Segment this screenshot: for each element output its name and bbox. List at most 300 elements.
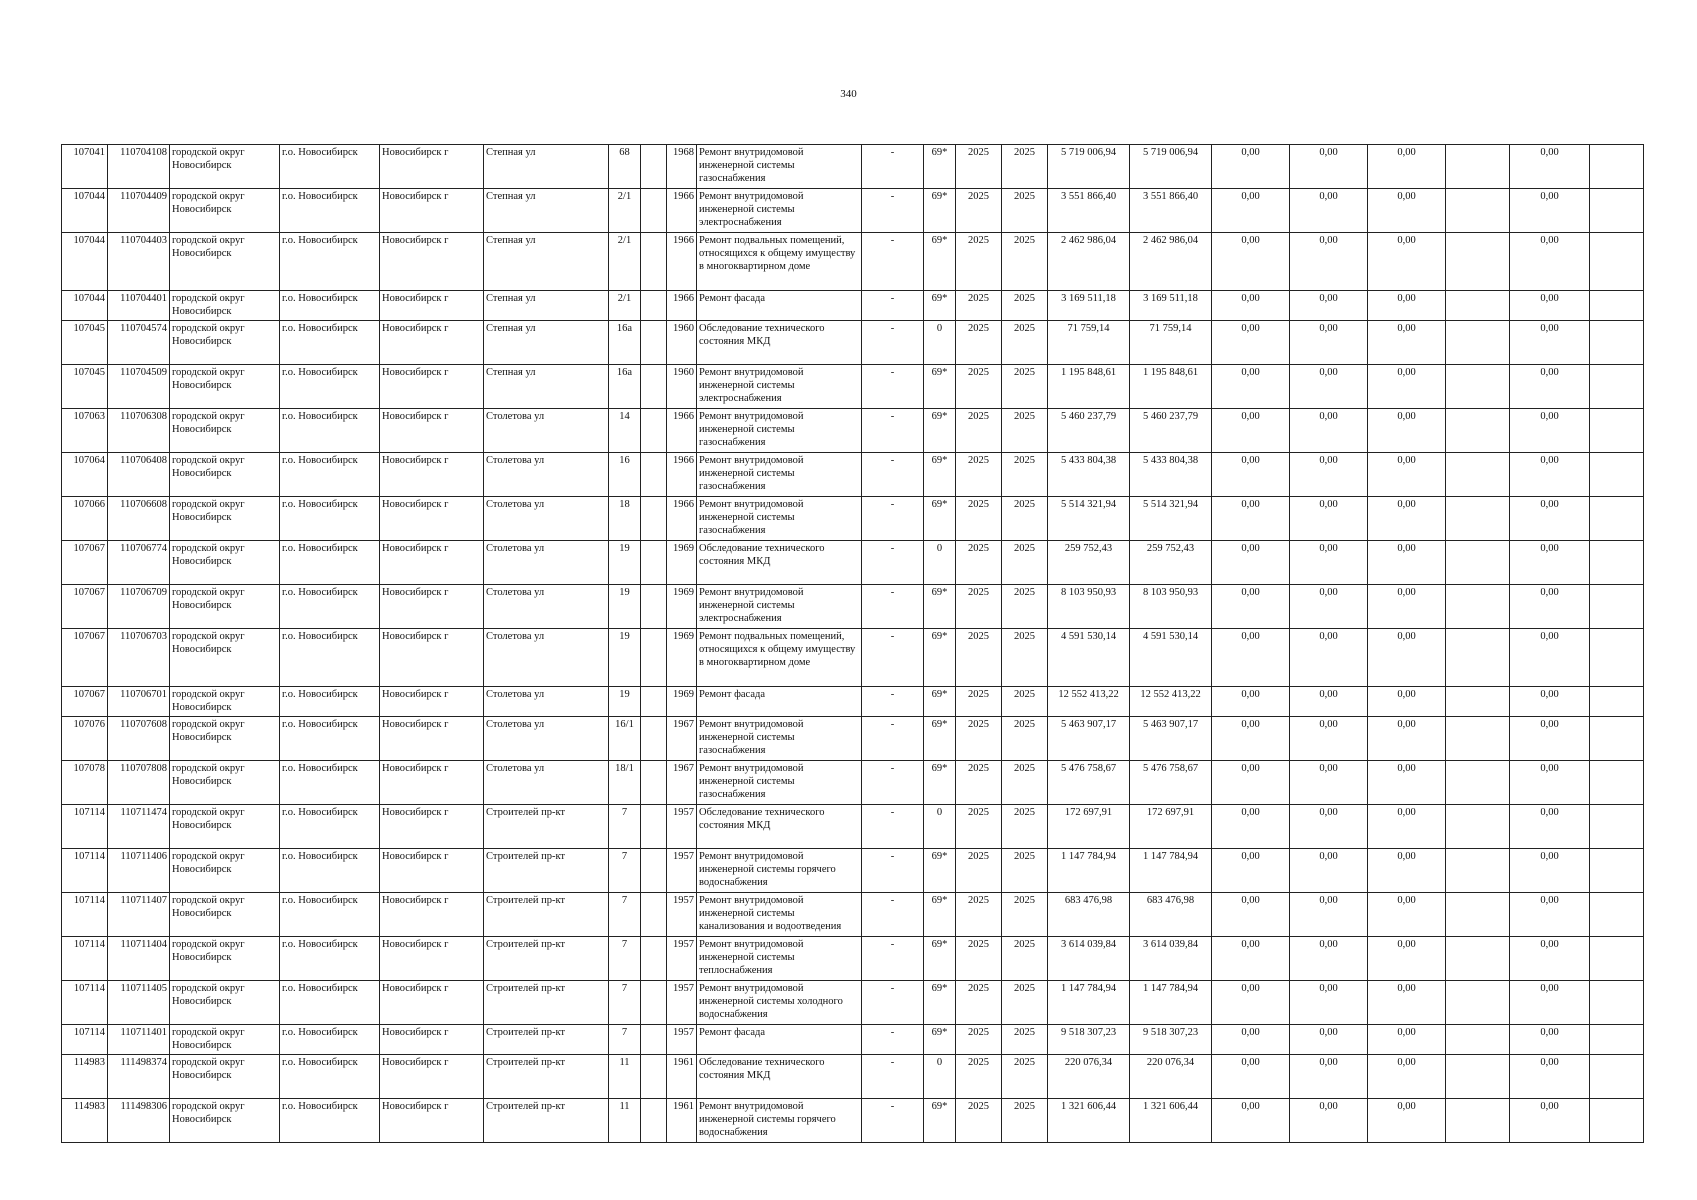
year-from-cell: 2025 [956, 893, 1002, 937]
value-2-cell: 0,00 [1290, 291, 1368, 321]
extra-cell [641, 849, 667, 893]
work-type-cell: Ремонт внутридомовой инженерной системы газоснабжения [697, 453, 862, 497]
value-2-cell: 0,00 [1290, 409, 1368, 453]
dash-cell: - [862, 981, 924, 1025]
value-6-cell [1590, 805, 1644, 849]
street-cell: Столетова ул [484, 409, 609, 453]
build-year-cell: 1961 [667, 1099, 697, 1143]
municipality-cell: г.о. Новосибирск [280, 629, 380, 687]
value-4-cell [1446, 453, 1510, 497]
extra-cell [641, 409, 667, 453]
district-cell: городской округ Новосибирск [170, 541, 280, 585]
district-cell: городской округ Новосибирск [170, 321, 280, 365]
table-row [62, 1099, 1644, 1143]
value-1-cell: 0,00 [1212, 145, 1290, 189]
value-6-cell [1590, 761, 1644, 805]
value-1-cell: 0,00 [1212, 687, 1290, 717]
extra-cell [641, 189, 667, 233]
locality-cell: Новосибирск г [380, 365, 484, 409]
work-code-cell: 110704401 [108, 291, 170, 321]
value-1-cell: 0,00 [1212, 321, 1290, 365]
work-code-cell: 110706774 [108, 541, 170, 585]
value-4-cell [1446, 893, 1510, 937]
cost-total-cell: 3 169 511,18 [1048, 291, 1130, 321]
value-4-cell [1446, 1055, 1510, 1099]
extra-cell [641, 629, 667, 687]
locality-cell: Новосибирск г [380, 145, 484, 189]
work-type-cell: Обследование технического состояния МКД [697, 1055, 862, 1099]
value-5-cell: 0,00 [1510, 717, 1590, 761]
extra-cell [641, 321, 667, 365]
build-year-cell: 1966 [667, 233, 697, 291]
table-row [62, 321, 1644, 365]
street-cell: Столетова ул [484, 629, 609, 687]
wear-cell: 69* [924, 409, 956, 453]
table-row [62, 893, 1644, 937]
value-1-cell: 0,00 [1212, 1055, 1290, 1099]
cost-total-cell: 9 518 307,23 [1048, 1025, 1130, 1055]
street-cell: Строителей пр-кт [484, 805, 609, 849]
value-3-cell: 0,00 [1368, 321, 1446, 365]
value-1-cell: 0,00 [1212, 937, 1290, 981]
value-3-cell: 0,00 [1368, 541, 1446, 585]
object-id-cell: 107066 [62, 497, 108, 541]
cost-total-cell: 259 752,43 [1048, 541, 1130, 585]
wear-cell: 69* [924, 761, 956, 805]
value-1-cell: 0,00 [1212, 761, 1290, 805]
street-cell: Строителей пр-кт [484, 937, 609, 981]
value-1-cell: 0,00 [1212, 805, 1290, 849]
street-cell: Степная ул [484, 233, 609, 291]
dash-cell: - [862, 189, 924, 233]
value-4-cell [1446, 145, 1510, 189]
municipality-cell: г.о. Новосибирск [280, 409, 380, 453]
house-number-cell: 19 [609, 541, 641, 585]
object-id-cell: 107045 [62, 365, 108, 409]
year-to-cell: 2025 [1002, 981, 1048, 1025]
work-code-cell: 110711401 [108, 1025, 170, 1055]
value-2-cell: 0,00 [1290, 453, 1368, 497]
value-1-cell: 0,00 [1212, 233, 1290, 291]
value-2-cell: 0,00 [1290, 805, 1368, 849]
district-cell: городской округ Новосибирск [170, 893, 280, 937]
work-type-cell: Ремонт подвальных помещений, относящихся к общему имуществу в многоквартирном доме [697, 233, 862, 291]
value-1-cell: 0,00 [1212, 849, 1290, 893]
house-number-cell: 19 [609, 687, 641, 717]
value-5-cell: 0,00 [1510, 365, 1590, 409]
value-1-cell: 0,00 [1212, 1025, 1290, 1055]
object-id-cell: 107078 [62, 761, 108, 805]
district-cell: городской округ Новосибирск [170, 687, 280, 717]
district-cell: городской округ Новосибирск [170, 717, 280, 761]
year-from-cell: 2025 [956, 291, 1002, 321]
year-from-cell: 2025 [956, 981, 1002, 1025]
cost-fund-cell: 172 697,91 [1130, 805, 1212, 849]
work-code-cell: 110711406 [108, 849, 170, 893]
value-6-cell [1590, 1055, 1644, 1099]
cost-fund-cell: 259 752,43 [1130, 541, 1212, 585]
object-id-cell: 114983 [62, 1099, 108, 1143]
year-to-cell: 2025 [1002, 805, 1048, 849]
value-2-cell: 0,00 [1290, 365, 1368, 409]
cost-total-cell: 1 321 606,44 [1048, 1099, 1130, 1143]
value-3-cell: 0,00 [1368, 585, 1446, 629]
value-2-cell: 0,00 [1290, 1055, 1368, 1099]
build-year-cell: 1969 [667, 541, 697, 585]
build-year-cell: 1960 [667, 365, 697, 409]
locality-cell: Новосибирск г [380, 291, 484, 321]
locality-cell: Новосибирск г [380, 1099, 484, 1143]
year-to-cell: 2025 [1002, 893, 1048, 937]
value-6-cell [1590, 365, 1644, 409]
wear-cell: 0 [924, 1055, 956, 1099]
extra-cell [641, 1099, 667, 1143]
cost-fund-cell: 683 476,98 [1130, 893, 1212, 937]
value-5-cell: 0,00 [1510, 849, 1590, 893]
table-row [62, 805, 1644, 849]
locality-cell: Новосибирск г [380, 585, 484, 629]
value-4-cell [1446, 497, 1510, 541]
district-cell: городской округ Новосибирск [170, 937, 280, 981]
municipality-cell: г.о. Новосибирск [280, 189, 380, 233]
value-4-cell [1446, 761, 1510, 805]
object-id-cell: 107114 [62, 981, 108, 1025]
year-to-cell: 2025 [1002, 1055, 1048, 1099]
repair-program-table [61, 144, 1644, 1143]
value-1-cell: 0,00 [1212, 497, 1290, 541]
table-body [62, 145, 1644, 1143]
house-number-cell: 16/1 [609, 717, 641, 761]
dash-cell: - [862, 805, 924, 849]
municipality-cell: г.о. Новосибирск [280, 1099, 380, 1143]
object-id-cell: 107067 [62, 585, 108, 629]
table-row [62, 541, 1644, 585]
value-5-cell: 0,00 [1510, 761, 1590, 805]
street-cell: Строителей пр-кт [484, 893, 609, 937]
cost-total-cell: 3 551 866,40 [1048, 189, 1130, 233]
house-number-cell: 18 [609, 497, 641, 541]
value-1-cell: 0,00 [1212, 1099, 1290, 1143]
value-2-cell: 0,00 [1290, 893, 1368, 937]
value-3-cell: 0,00 [1368, 409, 1446, 453]
municipality-cell: г.о. Новосибирск [280, 541, 380, 585]
year-from-cell: 2025 [956, 409, 1002, 453]
locality-cell: Новосибирск г [380, 409, 484, 453]
locality-cell: Новосибирск г [380, 189, 484, 233]
district-cell: городской округ Новосибирск [170, 409, 280, 453]
cost-total-cell: 5 514 321,94 [1048, 497, 1130, 541]
extra-cell [641, 717, 667, 761]
district-cell: городской округ Новосибирск [170, 981, 280, 1025]
house-number-cell: 7 [609, 893, 641, 937]
municipality-cell: г.о. Новосибирск [280, 1055, 380, 1099]
municipality-cell: г.о. Новосибирск [280, 981, 380, 1025]
work-type-cell: Ремонт фасада [697, 1025, 862, 1055]
street-cell: Столетова ул [484, 541, 609, 585]
value-3-cell: 0,00 [1368, 365, 1446, 409]
work-code-cell: 111498374 [108, 1055, 170, 1099]
value-4-cell [1446, 291, 1510, 321]
table-row [62, 365, 1644, 409]
value-6-cell [1590, 585, 1644, 629]
locality-cell: Новосибирск г [380, 453, 484, 497]
year-to-cell: 2025 [1002, 761, 1048, 805]
house-number-cell: 11 [609, 1055, 641, 1099]
object-id-cell: 107044 [62, 233, 108, 291]
value-1-cell: 0,00 [1212, 541, 1290, 585]
work-type-cell: Ремонт внутридомовой инженерной системы газоснабжения [697, 717, 862, 761]
object-id-cell: 107114 [62, 1025, 108, 1055]
street-cell: Строителей пр-кт [484, 1025, 609, 1055]
wear-cell: 69* [924, 189, 956, 233]
year-from-cell: 2025 [956, 233, 1002, 291]
value-1-cell: 0,00 [1212, 409, 1290, 453]
cost-fund-cell: 220 076,34 [1130, 1055, 1212, 1099]
cost-fund-cell: 1 321 606,44 [1130, 1099, 1212, 1143]
object-id-cell: 107114 [62, 893, 108, 937]
extra-cell [641, 541, 667, 585]
object-id-cell: 107076 [62, 717, 108, 761]
build-year-cell: 1966 [667, 497, 697, 541]
year-from-cell: 2025 [956, 717, 1002, 761]
work-code-cell: 110706608 [108, 497, 170, 541]
district-cell: городской округ Новосибирск [170, 233, 280, 291]
extra-cell [641, 291, 667, 321]
table-row [62, 1055, 1644, 1099]
build-year-cell: 1966 [667, 409, 697, 453]
work-code-cell: 110711407 [108, 893, 170, 937]
value-5-cell: 0,00 [1510, 291, 1590, 321]
street-cell: Строителей пр-кт [484, 981, 609, 1025]
dash-cell: - [862, 629, 924, 687]
year-from-cell: 2025 [956, 541, 1002, 585]
extra-cell [641, 453, 667, 497]
value-3-cell: 0,00 [1368, 453, 1446, 497]
value-2-cell: 0,00 [1290, 145, 1368, 189]
value-5-cell: 0,00 [1510, 453, 1590, 497]
work-code-cell: 110704409 [108, 189, 170, 233]
district-cell: городской округ Новосибирск [170, 1055, 280, 1099]
work-code-cell: 110704108 [108, 145, 170, 189]
extra-cell [641, 893, 667, 937]
value-4-cell [1446, 409, 1510, 453]
street-cell: Степная ул [484, 365, 609, 409]
locality-cell: Новосибирск г [380, 1055, 484, 1099]
district-cell: городской округ Новосибирск [170, 849, 280, 893]
year-from-cell: 2025 [956, 761, 1002, 805]
district-cell: городской округ Новосибирск [170, 805, 280, 849]
extra-cell [641, 1055, 667, 1099]
municipality-cell: г.о. Новосибирск [280, 145, 380, 189]
district-cell: городской округ Новосибирск [170, 1025, 280, 1055]
value-3-cell: 0,00 [1368, 497, 1446, 541]
work-type-cell: Ремонт внутридомовой инженерной системы газоснабжения [697, 761, 862, 805]
year-from-cell: 2025 [956, 849, 1002, 893]
street-cell: Столетова ул [484, 717, 609, 761]
value-1-cell: 0,00 [1212, 189, 1290, 233]
value-4-cell [1446, 937, 1510, 981]
municipality-cell: г.о. Новосибирск [280, 761, 380, 805]
value-4-cell [1446, 717, 1510, 761]
cost-total-cell: 172 697,91 [1048, 805, 1130, 849]
street-cell: Степная ул [484, 291, 609, 321]
table-row [62, 981, 1644, 1025]
district-cell: городской округ Новосибирск [170, 365, 280, 409]
wear-cell: 69* [924, 585, 956, 629]
cost-total-cell: 4 591 530,14 [1048, 629, 1130, 687]
extra-cell [641, 233, 667, 291]
table-row [62, 849, 1644, 893]
work-code-cell: 110711405 [108, 981, 170, 1025]
cost-fund-cell: 8 103 950,93 [1130, 585, 1212, 629]
work-code-cell: 110706703 [108, 629, 170, 687]
house-number-cell: 2/1 [609, 233, 641, 291]
year-to-cell: 2025 [1002, 453, 1048, 497]
table-row [62, 409, 1644, 453]
cost-fund-cell: 3 614 039,84 [1130, 937, 1212, 981]
wear-cell: 0 [924, 541, 956, 585]
year-to-cell: 2025 [1002, 541, 1048, 585]
value-2-cell: 0,00 [1290, 321, 1368, 365]
wear-cell: 69* [924, 1099, 956, 1143]
build-year-cell: 1961 [667, 1055, 697, 1099]
cost-fund-cell: 2 462 986,04 [1130, 233, 1212, 291]
cost-fund-cell: 1 147 784,94 [1130, 849, 1212, 893]
wear-cell: 69* [924, 629, 956, 687]
municipality-cell: г.о. Новосибирск [280, 805, 380, 849]
year-from-cell: 2025 [956, 1099, 1002, 1143]
value-6-cell [1590, 291, 1644, 321]
year-to-cell: 2025 [1002, 629, 1048, 687]
value-4-cell [1446, 365, 1510, 409]
extra-cell [641, 585, 667, 629]
work-type-cell: Ремонт внутридомовой инженерной системы электроснабжения [697, 365, 862, 409]
dash-cell: - [862, 893, 924, 937]
cost-fund-cell: 5 514 321,94 [1130, 497, 1212, 541]
district-cell: городской округ Новосибирск [170, 497, 280, 541]
build-year-cell: 1968 [667, 145, 697, 189]
object-id-cell: 107067 [62, 629, 108, 687]
municipality-cell: г.о. Новосибирск [280, 497, 380, 541]
cost-total-cell: 220 076,34 [1048, 1055, 1130, 1099]
work-type-cell: Ремонт внутридомовой инженерной системы газоснабжения [697, 409, 862, 453]
house-number-cell: 7 [609, 1025, 641, 1055]
work-code-cell: 110704403 [108, 233, 170, 291]
cost-total-cell: 5 719 006,94 [1048, 145, 1130, 189]
value-2-cell: 0,00 [1290, 585, 1368, 629]
value-3-cell: 0,00 [1368, 189, 1446, 233]
value-6-cell [1590, 629, 1644, 687]
house-number-cell: 2/1 [609, 189, 641, 233]
year-to-cell: 2025 [1002, 365, 1048, 409]
value-6-cell [1590, 937, 1644, 981]
value-2-cell: 0,00 [1290, 1099, 1368, 1143]
value-6-cell [1590, 1025, 1644, 1055]
page-number: 340 [840, 88, 857, 100]
value-2-cell: 0,00 [1290, 981, 1368, 1025]
cost-fund-cell: 71 759,14 [1130, 321, 1212, 365]
cost-fund-cell: 12 552 413,22 [1130, 687, 1212, 717]
municipality-cell: г.о. Новосибирск [280, 233, 380, 291]
value-4-cell [1446, 1099, 1510, 1143]
locality-cell: Новосибирск г [380, 629, 484, 687]
year-from-cell: 2025 [956, 585, 1002, 629]
cost-total-cell: 5 460 237,79 [1048, 409, 1130, 453]
street-cell: Столетова ул [484, 687, 609, 717]
cost-total-cell: 1 147 784,94 [1048, 981, 1130, 1025]
value-2-cell: 0,00 [1290, 629, 1368, 687]
value-5-cell: 0,00 [1510, 629, 1590, 687]
wear-cell: 69* [924, 233, 956, 291]
year-to-cell: 2025 [1002, 1025, 1048, 1055]
value-3-cell: 0,00 [1368, 1099, 1446, 1143]
object-id-cell: 107044 [62, 291, 108, 321]
value-5-cell: 0,00 [1510, 1099, 1590, 1143]
year-to-cell: 2025 [1002, 1099, 1048, 1143]
table-row [62, 585, 1644, 629]
value-6-cell [1590, 981, 1644, 1025]
table-row [62, 937, 1644, 981]
cost-fund-cell: 9 518 307,23 [1130, 1025, 1212, 1055]
district-cell: городской округ Новосибирск [170, 761, 280, 805]
year-from-cell: 2025 [956, 497, 1002, 541]
table-row [62, 629, 1644, 687]
build-year-cell: 1966 [667, 291, 697, 321]
value-5-cell: 0,00 [1510, 189, 1590, 233]
municipality-cell: г.о. Новосибирск [280, 291, 380, 321]
locality-cell: Новосибирск г [380, 233, 484, 291]
work-type-cell: Ремонт внутридомовой инженерной системы газоснабжения [697, 145, 862, 189]
build-year-cell: 1957 [667, 805, 697, 849]
value-3-cell: 0,00 [1368, 981, 1446, 1025]
year-from-cell: 2025 [956, 189, 1002, 233]
year-from-cell: 2025 [956, 145, 1002, 189]
wear-cell: 69* [924, 687, 956, 717]
value-5-cell: 0,00 [1510, 937, 1590, 981]
value-6-cell [1590, 687, 1644, 717]
year-to-cell: 2025 [1002, 849, 1048, 893]
dash-cell: - [862, 717, 924, 761]
dash-cell: - [862, 497, 924, 541]
cost-total-cell: 3 614 039,84 [1048, 937, 1130, 981]
value-5-cell: 0,00 [1510, 497, 1590, 541]
year-to-cell: 2025 [1002, 291, 1048, 321]
value-2-cell: 0,00 [1290, 937, 1368, 981]
work-code-cell: 110711474 [108, 805, 170, 849]
locality-cell: Новосибирск г [380, 687, 484, 717]
house-number-cell: 14 [609, 409, 641, 453]
table-row [62, 145, 1644, 189]
municipality-cell: г.о. Новосибирск [280, 937, 380, 981]
wear-cell: 69* [924, 365, 956, 409]
value-5-cell: 0,00 [1510, 981, 1590, 1025]
object-id-cell: 107067 [62, 687, 108, 717]
dash-cell: - [862, 585, 924, 629]
extra-cell [641, 805, 667, 849]
object-id-cell: 107114 [62, 805, 108, 849]
build-year-cell: 1957 [667, 1025, 697, 1055]
wear-cell: 69* [924, 849, 956, 893]
dash-cell: - [862, 291, 924, 321]
district-cell: городской округ Новосибирск [170, 585, 280, 629]
dash-cell: - [862, 541, 924, 585]
wear-cell: 69* [924, 145, 956, 189]
municipality-cell: г.о. Новосибирск [280, 893, 380, 937]
value-4-cell [1446, 687, 1510, 717]
wear-cell: 69* [924, 497, 956, 541]
cost-total-cell: 683 476,98 [1048, 893, 1130, 937]
build-year-cell: 1957 [667, 937, 697, 981]
